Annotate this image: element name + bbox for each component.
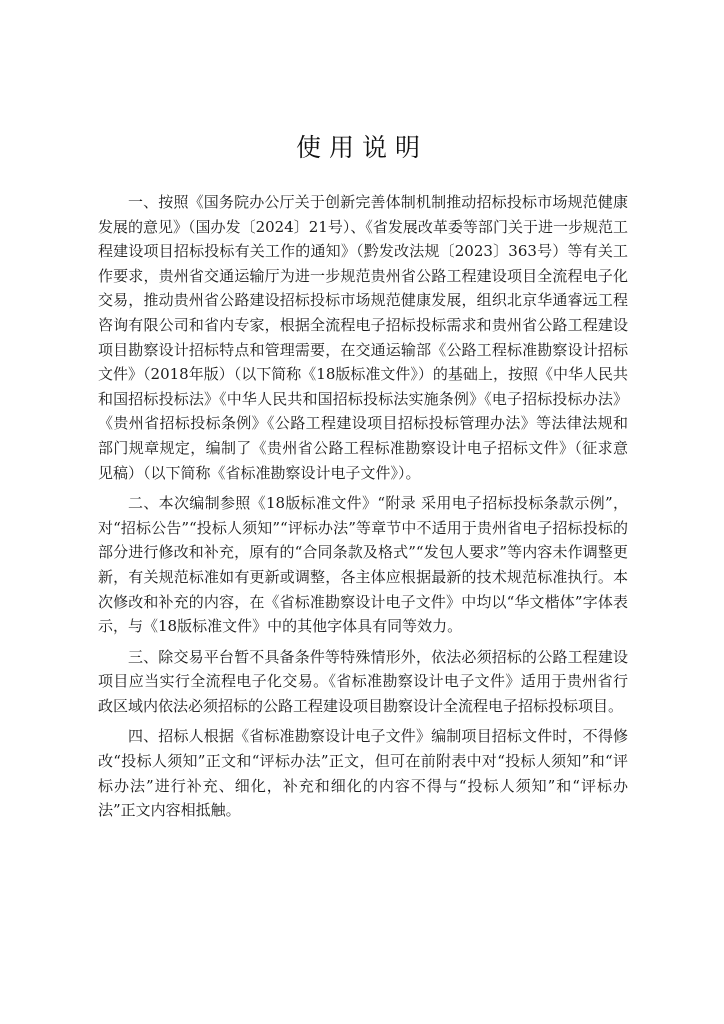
paragraph-3: 三、除交易平台暂不具备条件等特殊情形外，依法必须招标的公路工程建设项目应当实行全流程电子化交易。《省标准勘察设计电子文件》适用于贵州省行政区域内依法必须招标的公路工程建设项目勘察设计全流程电子招标投标项目。 <box>98 647 628 715</box>
paragraph-4: 四、招标人根据《省标准勘察设计电子文件》编制项目招标文件时，不得修改“投标人须知”正文和“评标办法”正文，但可在前附表中对“投标人须知”和“评标办法”进行补充、细化，补充和细化的内容不得与“投标人须知”和“评标办法”正文内容相抵触。 <box>98 727 628 820</box>
page-title: 使用说明 <box>295 133 428 162</box>
paragraph-1: 一、按照《国务院办公厅关于创新完善体制机制推动招标投标市场规范健康发展的意见》（国办发〔2024〕21号）、《省发展改革委等部门关于进一步规范工程建设项目招标投标有关工作的通知》（黔发改法规〔2023〕363号）等有关工作要求，贵州省交通运输厅为进一步规范贵州省公路工程建设项目全流程电子化交易，推动贵州省公路建设招标投标市场规范健康发展，组织北京华通睿远工程咨询有限公司和省内专家，根据全流程电子招标投标需求和贵州省公路工程建设项目勘察设计招标特点和管理需要，在交通运输部《公路工程标准勘察设计招标文件》（2018年版）（以下简称《18版标准文件》）的基础上，按照《中华人民共和国招标投标法》《中华人民共和国招标投标法实施条例》《电子招标投标办法》《贵州省招标投标条例》《公路工程建设项目招标投标管理办法》等法律法规和部门规章规定，编制了《贵州省公路工程标准勘察设计电子招标文件》（征求意见稿）（以下简称《省标准勘察设计电子文件》）。 <box>98 193 628 482</box>
paragraph-2: 二、本次编制参照《18版标准文件》“附录 采用电子招标投标条款示例”，对“招标公告”“投标人须知”“评标办法”等章节中不适用于贵州省电子招标投标的部分进行修改和补充，原有的“合同条款及格式”“发包人要求”等内容未作调整更新，有关规范标准如有更新或调整，各主体应根据最新的技术规范标准执行。本次修改和补充的内容，在《省标准勘察设计电子文件》中均以“华文楷体”字体表示，与《18版标准文件》中的其他字体具有同等效力。 <box>98 494 628 636</box>
document-body <box>98 190 628 829</box>
